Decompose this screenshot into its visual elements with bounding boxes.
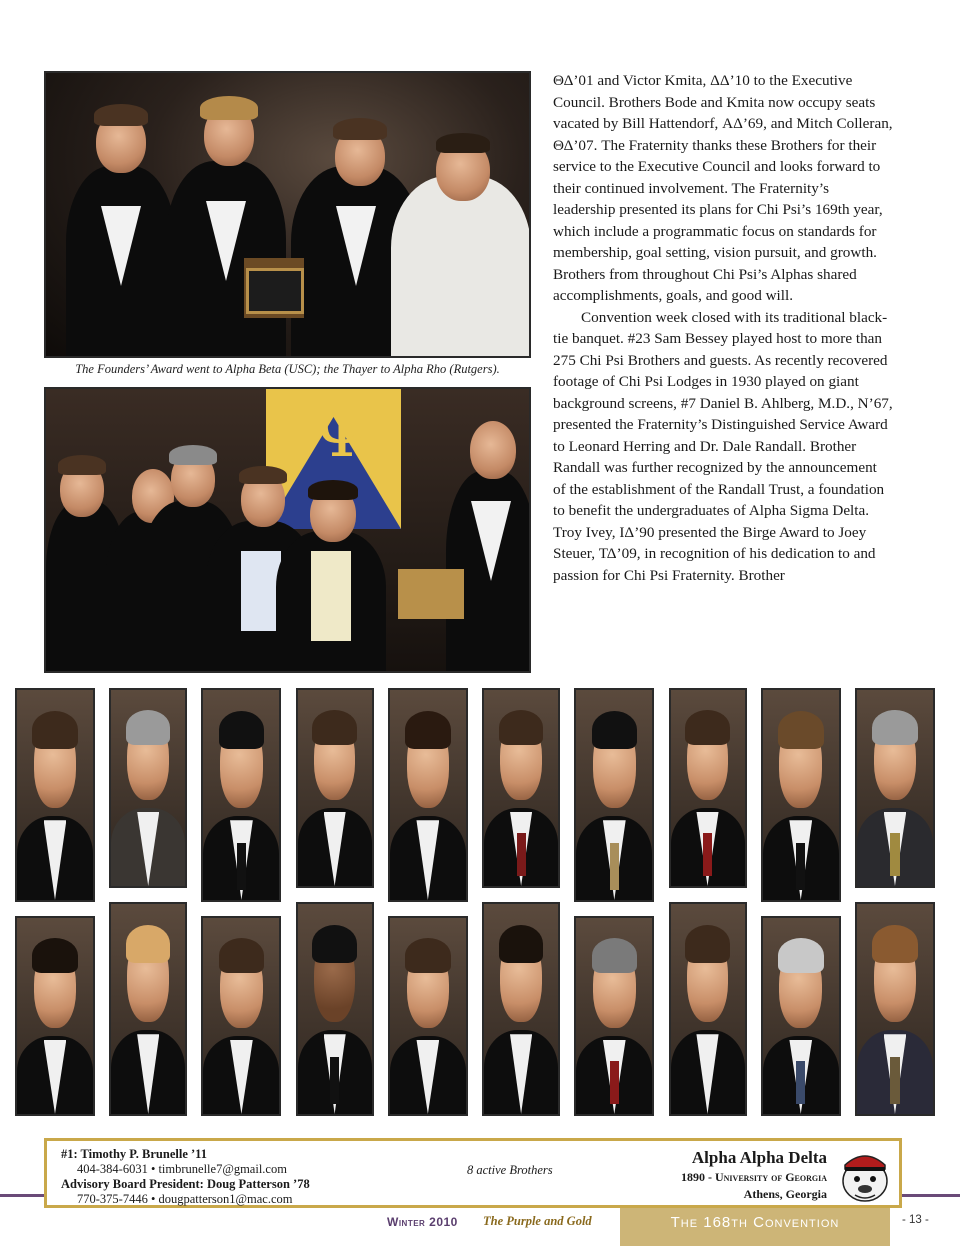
trophy-plaque (246, 268, 304, 314)
founders-award-photo (44, 71, 531, 358)
photo-caption: The Founders’ Award went to Alpha Beta (USC); the Thayer to Alpha Rho (Rutgers). (75, 362, 500, 376)
chapter-info-box (44, 1138, 902, 1208)
brother-portrait (482, 902, 560, 1116)
brother-portrait (855, 688, 935, 888)
brother-portrait (15, 916, 95, 1116)
brother-portrait (201, 916, 281, 1116)
advisory-board-president: Advisory Board President: Doug Patterson ’78 (61, 1177, 310, 1191)
brother-portrait (109, 902, 187, 1116)
brother-portrait (388, 688, 468, 902)
brother-portrait (761, 688, 841, 902)
brother-portrait (669, 902, 747, 1116)
chapter-officers (61, 1147, 310, 1207)
page-number: - 13 - (902, 1214, 929, 1226)
banquet-group-photo (44, 387, 531, 673)
brothers-portraits-row-1 (15, 688, 935, 902)
chapter-founded: 1890 - University of Georgia (680, 1170, 827, 1184)
bulldog-mascot-icon (837, 1145, 893, 1203)
brother-portrait (574, 916, 654, 1116)
article-paragraph: ΘΔ’01 and Victor Kmita, ΔΔ’10 to the Executive Council. Brothers Bode and Kmita now occupy seats vacated by Bill Hattendorf, ΑΔ’69, and Mitch Colleran, ΘΔ’07. The Fraternity thanks these Brothers for their service to the Executive Council and looks forward to their continued involvement. The Fraternity’s leadership presented its plans for Chi Psi’s 169th year, which include a programmatic focus on standards for membership, goal setting, vision pursuit, and growth. Brothers from throughout Chi Psi’s Alphas shared accomplishments, goals, and good will. (553, 72, 893, 304)
section-title: The 168th Convention (620, 1208, 890, 1246)
brother-portrait (15, 688, 95, 902)
psi-symbol: Ψ (311, 391, 373, 473)
chapter-name: Alpha Alpha Delta (691, 1148, 827, 1167)
brother-portrait (482, 688, 560, 888)
issue-label: Winter 2010 (387, 1215, 458, 1229)
chapter-identity (681, 1147, 827, 1203)
brother-portrait (761, 916, 841, 1116)
footer-rule (0, 1194, 44, 1197)
footer-rule (902, 1194, 960, 1197)
brother-portrait (296, 688, 374, 888)
brother-figure (446, 401, 531, 671)
chapter-president: #1: Timothy P. Brunelle ’11 (61, 1147, 207, 1161)
brother-portrait (109, 688, 187, 888)
chapter-location: Athens, Georgia (743, 1187, 827, 1201)
trophy (398, 569, 464, 619)
active-brothers-count: 8 active Brothers (467, 1163, 553, 1177)
brother-portrait (296, 902, 374, 1116)
president-contact: 404-384-6031 • timbrunelle7@gmail.com (77, 1162, 287, 1176)
brother-portrait (388, 916, 468, 1116)
advisor-contact: 770-375-7446 • dougpatterson1@mac.com (77, 1192, 293, 1206)
article-body (553, 70, 893, 586)
brother-figure (391, 121, 531, 356)
brother-figure (276, 476, 386, 671)
brother-portrait (669, 688, 747, 888)
brother-figure (66, 86, 176, 356)
article-paragraph: Convention week closed with its traditional black-tie banquet. #23 Sam Bessey played host to more than 275 Chi Psi Brothers and guests. As recently recovered footage of Chi Psi Lodges in 1930 played on giant background screens, #7 Daniel B. Ahlberg, M.D., N’67, presented the Fraternity’s Distinguished Service Award to Leonard Herring and Dr. Dale Randall. Brother Randall was further recognized by the announcement of the establishment of the Randall Trust, a foundation to benefit the undergraduates of Alpha Sigma Delta. Troy Ivey, ΙΔ’90 presented the Birge Award to Joey Steuer, ΤΔ’09, in recognition of his dedication to and passion for Chi Psi Fraternity. Brother (553, 308, 893, 584)
brothers-portraits-row-2 (15, 902, 935, 1116)
brother-portrait (574, 688, 654, 902)
brother-portrait (855, 902, 935, 1116)
publication-title: The Purple and Gold (483, 1214, 592, 1228)
brother-portrait (201, 688, 281, 902)
